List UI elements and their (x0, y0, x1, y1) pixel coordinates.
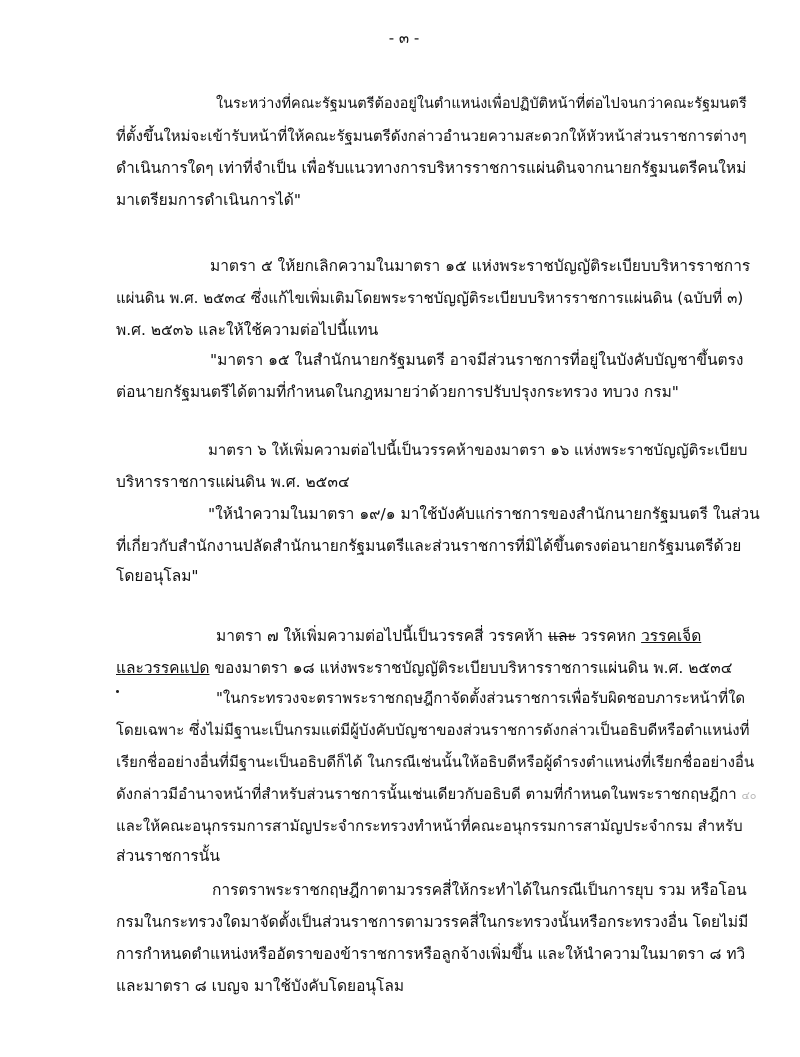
paragraph-line: โดยเฉพาะ ซึ่งไม่มีฐานะเป็นกรมแต่มีผู้บังคับบัญชาของส่วนราชการดังกล่าวเป็นอธิบดีหรือตำแหน่งที่ (116, 721, 750, 739)
paragraph-line: "ให้นำความในมาตรา ๑๙/๑ มาใช้บังคับแก่ราชการของสำนักนายกรัฐมนตรี ในส่วน (208, 505, 760, 523)
paragraph-line: ที่ตั้งขึ้นใหม่จะเข้ารับหน้าที่ให้คณะรัฐมนตรีดังกล่าวอำนวยความสะดวกให้หัวหน้าส่วนราชการต่างๆ (116, 127, 747, 145)
section-7-text: วรรคหก (580, 627, 642, 645)
struck-word: และ (548, 627, 576, 645)
paragraph-line: พ.ศ. ๒๕๓๖ และให้ใช้ความต่อไปนี้แทน (116, 321, 379, 339)
page-number: - ๓ - (388, 29, 420, 47)
paragraph-line: กรมในกระทรวงใดมาจัดตั้งเป็นส่วนราชการตามวรรคสี่ในกระทรวงนั้นหรือกระทรวงอื่น โดยไม่มี (116, 913, 749, 931)
paragraph-line: ที่เกี่ยวกับสำนักงานปลัดสำนักนายกรัฐมนตรีและส่วนราชการที่มิได้ขึ้นตรงต่อนายกรัฐมนตรีด้วย (116, 537, 742, 555)
bleed-through-mark: ๔๐ (741, 789, 757, 802)
section-7-text: มาตรา ๗ ให้เพิ่มความต่อไปนี้เป็นวรรคสี่ วรรคห้า (216, 627, 549, 645)
paragraph-line: และมาตรา ๘ เบญจ มาใช้บังคับโดยอนุโลม (116, 977, 405, 995)
paragraph-line: มาเตรียมการดำเนินการได้" (116, 191, 301, 209)
paragraph-line (116, 784, 757, 806)
paragraph-line: ในระหว่างที่คณะรัฐมนตรีต้องอยู่ในตำแหน่งเพื่อปฏิบัติหน้าที่ต่อไปจนกว่าคณะรัฐมนตรี (216, 96, 747, 112)
paragraph-line: โดยอนุโลม" (116, 567, 199, 585)
section-6-heading: มาตรา ๖ ให้เพิ่มความต่อไปนี้เป็นวรรคห้าของมาตรา ๑๖ แห่งพระราชบัญญัติระเบียบ (208, 441, 748, 459)
section-7-heading (216, 626, 701, 646)
paragraph-line: ดำเนินการใดๆ เท่าที่จำเป็น เพื่อรับแนวทางการบริหารราชการแผ่นดินจากนายกรัฐมนตรีคนใหม่ (116, 159, 747, 177)
section-5-heading: มาตรา ๕ ให้ยกเลิกความในมาตรา ๑๕ แห่งพระราชบัญญัติระเบียบบริหารราชการ (210, 257, 751, 275)
paragraph-line: การตราพระราชกฤษฎีกาตามวรรคสี่ให้กระทำได้ในกรณีเป็นการยุบ รวม หรือโอน (212, 881, 747, 899)
paragraph-text: ดังกล่าวมีอำนาจหน้าที่สำหรับส่วนราชการนั้นเช่นเดียวกับอธิบดี ตามที่กำหนดในพระราชกฤษฎีกา (116, 785, 737, 803)
paragraph-line: เรียกชื่ออย่างอื่นที่มีฐานะเป็นอธิบดีก็ได้ ในกรณีเช่นนั้นให้อธิบดีหรือผู้ดำรงตำแหน่งที่เรียกชื่ออย่างอื่น (116, 753, 755, 771)
stray-mark (116, 690, 119, 693)
paragraph-line: บริหารราชการแผ่นดิน พ.ศ. ๒๕๓๔ (116, 473, 350, 491)
paragraph-line: "มาตรา ๑๕ ในสำนักนายกรัฐมนตรี อาจมีส่วนราชการที่อยู่ในบังคับบัญชาขึ้นตรง (210, 351, 744, 369)
paragraph-line: แผ่นดิน พ.ศ. ๒๕๓๔ ซึ่งแก้ไขเพิ่มเติมโดยพระราชบัญญัติระเบียบบริหารราชการแผ่นดิน (ฉบับที่ ๓) (116, 289, 744, 307)
paragraph-line: และให้คณะอนุกรรมการสามัญประจำกระทรวงทำหน้าที่คณะอนุกรรมการสามัญประจำกรม สำหรับ (116, 817, 743, 835)
underlined-insertion: และวรรคแปด (116, 659, 210, 677)
paragraph-line: "ในกระทรวงจะตราพระราชกฤษฎีกาจัดตั้งส่วนราชการเพื่อรับผิดชอบภาระหน้าที่ใด (216, 689, 746, 707)
paragraph-line (116, 658, 732, 678)
paragraph-line: ส่วนราชการนั้น (116, 847, 220, 865)
paragraph-line: การกำหนดตำแหน่งหรืออัตราของข้าราชการหรือลูกจ้างเพิ่มขึ้น และให้นำความในมาตรา ๘ ทวิ (116, 945, 746, 963)
section-7-text: ของมาตรา ๑๘ แห่งพระราชบัญญัติระเบียบบริหารราชการแผ่นดิน พ.ศ. ๒๕๓๔ (209, 659, 733, 677)
paragraph-line: ต่อนายกรัฐมนตรีได้ตามที่กำหนดในกฎหมายว่าด้วยการปรับปรุงกระทรวง ทบวง กรม" (116, 383, 679, 401)
underlined-insertion: วรรคเจ็ด (641, 627, 702, 645)
